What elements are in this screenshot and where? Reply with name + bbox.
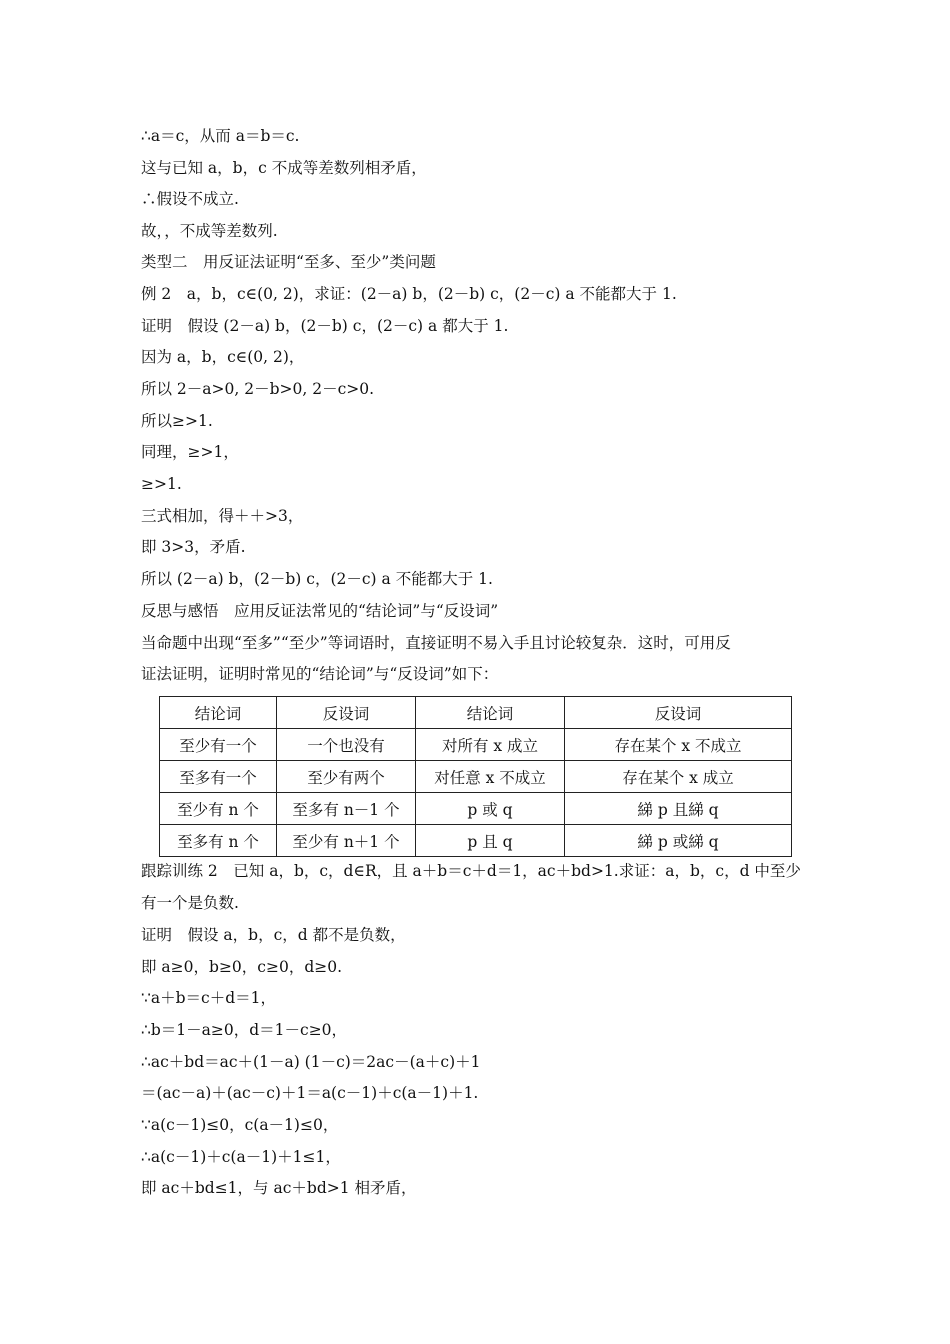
table-cell: 结论词 [416, 697, 565, 729]
exercise-statement: 跟踪训练 2 已知 a，b，c，d∈R，且 a＋b＝c＋d＝1，ac＋bd>1.求证：a，b，c，d 中至少 [141, 862, 801, 880]
table-cell: 至少有两个 [277, 761, 416, 793]
table-row [160, 793, 792, 825]
conclusion-negation-table [159, 696, 792, 857]
text-line: ≥>1. [141, 475, 182, 493]
table-cell: 对所有 x 成立 [416, 729, 565, 761]
section-heading: 类型二 用反证法证明“至多、至少”类问题 [141, 253, 436, 271]
table-cell: 綈 p 或綈 q [565, 825, 792, 857]
table-cell: 一个也没有 [277, 729, 416, 761]
text-line: 即 a≥0，b≥0，c≥0，d≥0. [141, 958, 343, 976]
text-line: ＝(ac－a)＋(ac－c)＋1＝a(c－1)＋c(a－1)＋1. [141, 1084, 479, 1102]
text-line: ∵a＋b＝c＋d＝1， [141, 989, 276, 1007]
text-line: ∴b＝1－a≥0，d＝1－c≥0， [141, 1021, 348, 1039]
table-row [160, 729, 792, 761]
table-cell: 綈 p 且綈 q [565, 793, 792, 825]
table-cell: 至多有 n 个 [160, 825, 277, 857]
text-line: 即 ac＋bd≤1，与 ac＋bd>1 相矛盾， [141, 1179, 417, 1197]
text-line: 有一个是负数. [141, 894, 239, 912]
text-line: 证明 假设 a，b，c，d 都不是负数， [141, 926, 406, 944]
table-cell: 至多有一个 [160, 761, 277, 793]
text-line: ∴假设不成立. [141, 190, 239, 208]
text-line: 当命题中出现“至多”“至少”等词语时，直接证明不易入手且讨论较复杂．这时，可用反 [141, 634, 731, 652]
table-header-row [160, 697, 792, 729]
table-cell: p 且 q [416, 825, 565, 857]
table-cell: 对任意 x 不成立 [416, 761, 565, 793]
text-line: 证明 假设 (2－a) b，(2－b) c，(2－c) a 都大于 1. [141, 317, 509, 335]
text-line: ∴a(c－1)＋c(a－1)＋1≤1， [141, 1148, 341, 1166]
text-line: ∴a＝c，从而 a＝b＝c. [141, 127, 300, 145]
table-cell: 反设词 [277, 697, 416, 729]
table-cell: 存在某个 x 不成立 [565, 729, 792, 761]
table-cell: 至少有 n 个 [160, 793, 277, 825]
table-cell: p 或 q [416, 793, 565, 825]
table-cell: 结论词 [160, 697, 277, 729]
text-line: 即 3>3，矛盾. [141, 538, 246, 556]
table-cell: 至多有 n－1 个 [277, 793, 416, 825]
table-row [160, 825, 792, 857]
table-cell: 存在某个 x 成立 [565, 761, 792, 793]
text-line: 所以≥>1. [141, 412, 213, 430]
table-cell: 反设词 [565, 697, 792, 729]
table-cell: 至少有一个 [160, 729, 277, 761]
text-line: 同理，≥>1， [141, 443, 239, 461]
text-line: ∵a(c－1)≤0，c(a－1)≤0， [141, 1116, 339, 1134]
reflection-heading: 反思与感悟 应用反证法常见的“结论词”与“反设词” [141, 602, 499, 620]
text-line: 这与已知 a，b，c 不成等差数列相矛盾， [141, 159, 427, 177]
text-line: 证法证明，证明时常见的“结论词”与“反设词”如下： [141, 665, 499, 683]
example-statement: 例 2 a，b，c∈(0, 2)，求证：(2－a) b，(2－b) c，(2－c) a 不能都大于 1. [141, 285, 677, 303]
text-line: ∴ac＋bd＝ac＋(1－a) (1－c)＝2ac－(a＋c)＋1 [141, 1053, 481, 1071]
table-cell: 至少有 n＋1 个 [277, 825, 416, 857]
text-line: 故，，不成等差数列. [141, 222, 278, 240]
text-line: 所以 2－a>0, 2－b>0, 2－c>0. [141, 380, 375, 398]
table-row [160, 761, 792, 793]
text-line: 三式相加，得＋＋>3， [141, 507, 304, 525]
text-line: 所以 (2－a) b，(2－b) c，(2－c) a 不能都大于 1. [141, 570, 493, 588]
text-line: 因为 a，b，c∈(0, 2)， [141, 348, 305, 366]
